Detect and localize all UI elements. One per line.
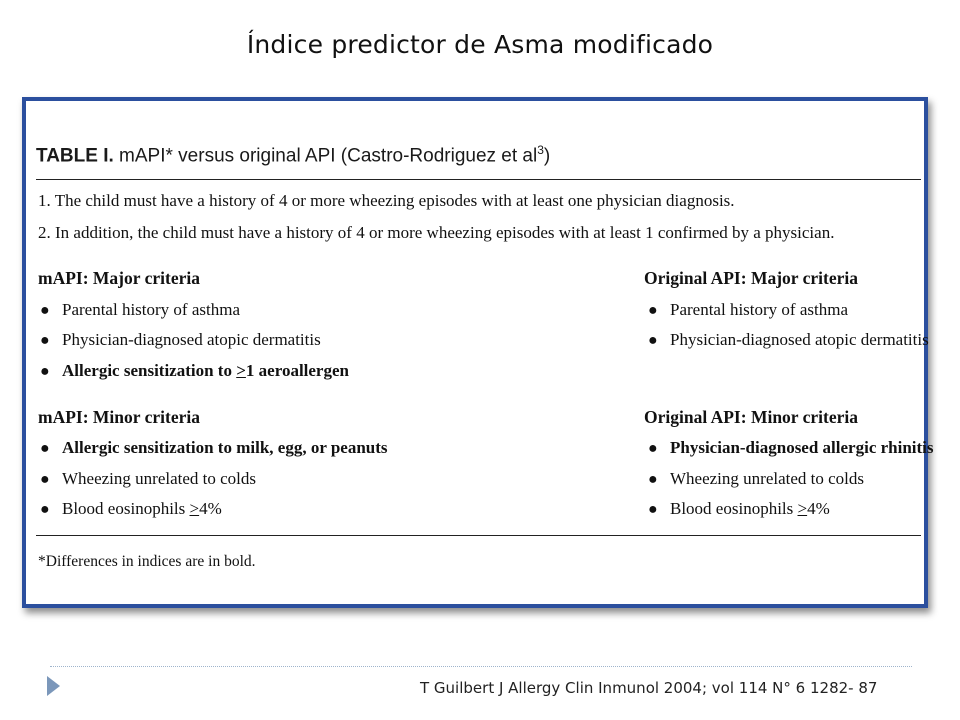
bullet-icon: ● <box>40 501 50 518</box>
ge-symbol: > <box>236 361 246 380</box>
item-text: Blood eosinophils <box>670 499 798 518</box>
criterion-2: 2. In addition, the child must have a history of 4 or more wheezing episodes with at least 1 confirmed by a physician. <box>38 223 835 242</box>
table-bottom-rule <box>36 535 921 536</box>
table-caption-text: mAPI* versus original API (Castro-Rodriguez et al <box>113 145 538 167</box>
slide-title: Índice predictor de Asma modificado <box>246 30 714 59</box>
api-minor-item <box>648 438 934 458</box>
bullet-icon: ● <box>648 501 658 518</box>
mapi-major-item <box>40 330 321 350</box>
mapi-minor-heading: mAPI: Minor criteria <box>38 407 200 427</box>
item-text: Physician-diagnosed atopic dermatitis <box>62 330 321 349</box>
table-caption-close: ) <box>543 145 551 167</box>
bullet-icon: ● <box>40 471 50 488</box>
item-text-2: 4% <box>199 499 222 518</box>
table-caption-label: TABLE I. <box>36 145 114 167</box>
bullet-icon: ● <box>648 440 658 457</box>
ge-symbol: > <box>797 499 808 518</box>
bullet-icon: ● <box>40 332 50 349</box>
bullet-icon: ● <box>648 471 658 488</box>
bullet-icon: ● <box>40 363 50 380</box>
item-text: Wheezing unrelated to colds <box>62 469 257 488</box>
api-minor-heading: Original API: Minor criteria <box>644 407 859 427</box>
slide-citation: T Guilbert J Allergy Clin Inmunol 2004; vol 114 N° 6 1282- 87 <box>420 679 878 697</box>
bullet-icon: ● <box>40 440 50 457</box>
bullet-icon: ● <box>40 302 50 319</box>
item-text: Parental history of asthma <box>62 300 240 319</box>
mapi-minor-item <box>40 438 388 458</box>
mapi-major-item <box>40 300 240 320</box>
api-minor-item <box>648 469 864 489</box>
api-minor-item <box>648 499 830 519</box>
table-top-rule <box>36 179 921 180</box>
api-major-heading: Original API: Major criteria <box>644 268 858 288</box>
item-text: Wheezing unrelated to colds <box>670 469 865 488</box>
bullet-icon: ● <box>648 302 658 319</box>
table-caption <box>36 143 550 167</box>
api-major-item <box>648 330 929 350</box>
item-text: Physician-diagnosed allergic rhinitis <box>670 438 934 457</box>
table-caption-ref: 3 <box>537 143 544 157</box>
mapi-major-heading: mAPI: Major criteria <box>38 268 200 288</box>
bullet-icon: ● <box>648 332 658 349</box>
mapi-minor-item <box>40 469 256 489</box>
table-image-frame <box>22 97 934 608</box>
mapi-minor-item <box>40 499 222 519</box>
mapi-major-item <box>40 361 349 381</box>
table-footnote: *Differences in indices are in bold. <box>38 553 256 570</box>
item-text: Blood eosinophils <box>62 499 190 518</box>
play-arrow-icon <box>47 676 60 696</box>
criterion-1: 1. The child must have a history of 4 or more wheezing episodes with at least one physician diagnosis. <box>38 191 735 210</box>
item-text: Physician-diagnosed atopic dermatitis <box>670 330 929 349</box>
ge-symbol: > <box>189 499 200 518</box>
item-text-2: 4% <box>807 499 830 518</box>
item-text: Allergic sensitization to milk, egg, or peanuts <box>62 438 388 457</box>
item-text-2: 1 aeroallergen <box>245 361 349 380</box>
item-text: Parental history of asthma <box>670 300 848 319</box>
footer-divider <box>50 666 912 667</box>
api-major-item <box>648 300 848 320</box>
item-text: Allergic sensitization to <box>62 361 237 380</box>
